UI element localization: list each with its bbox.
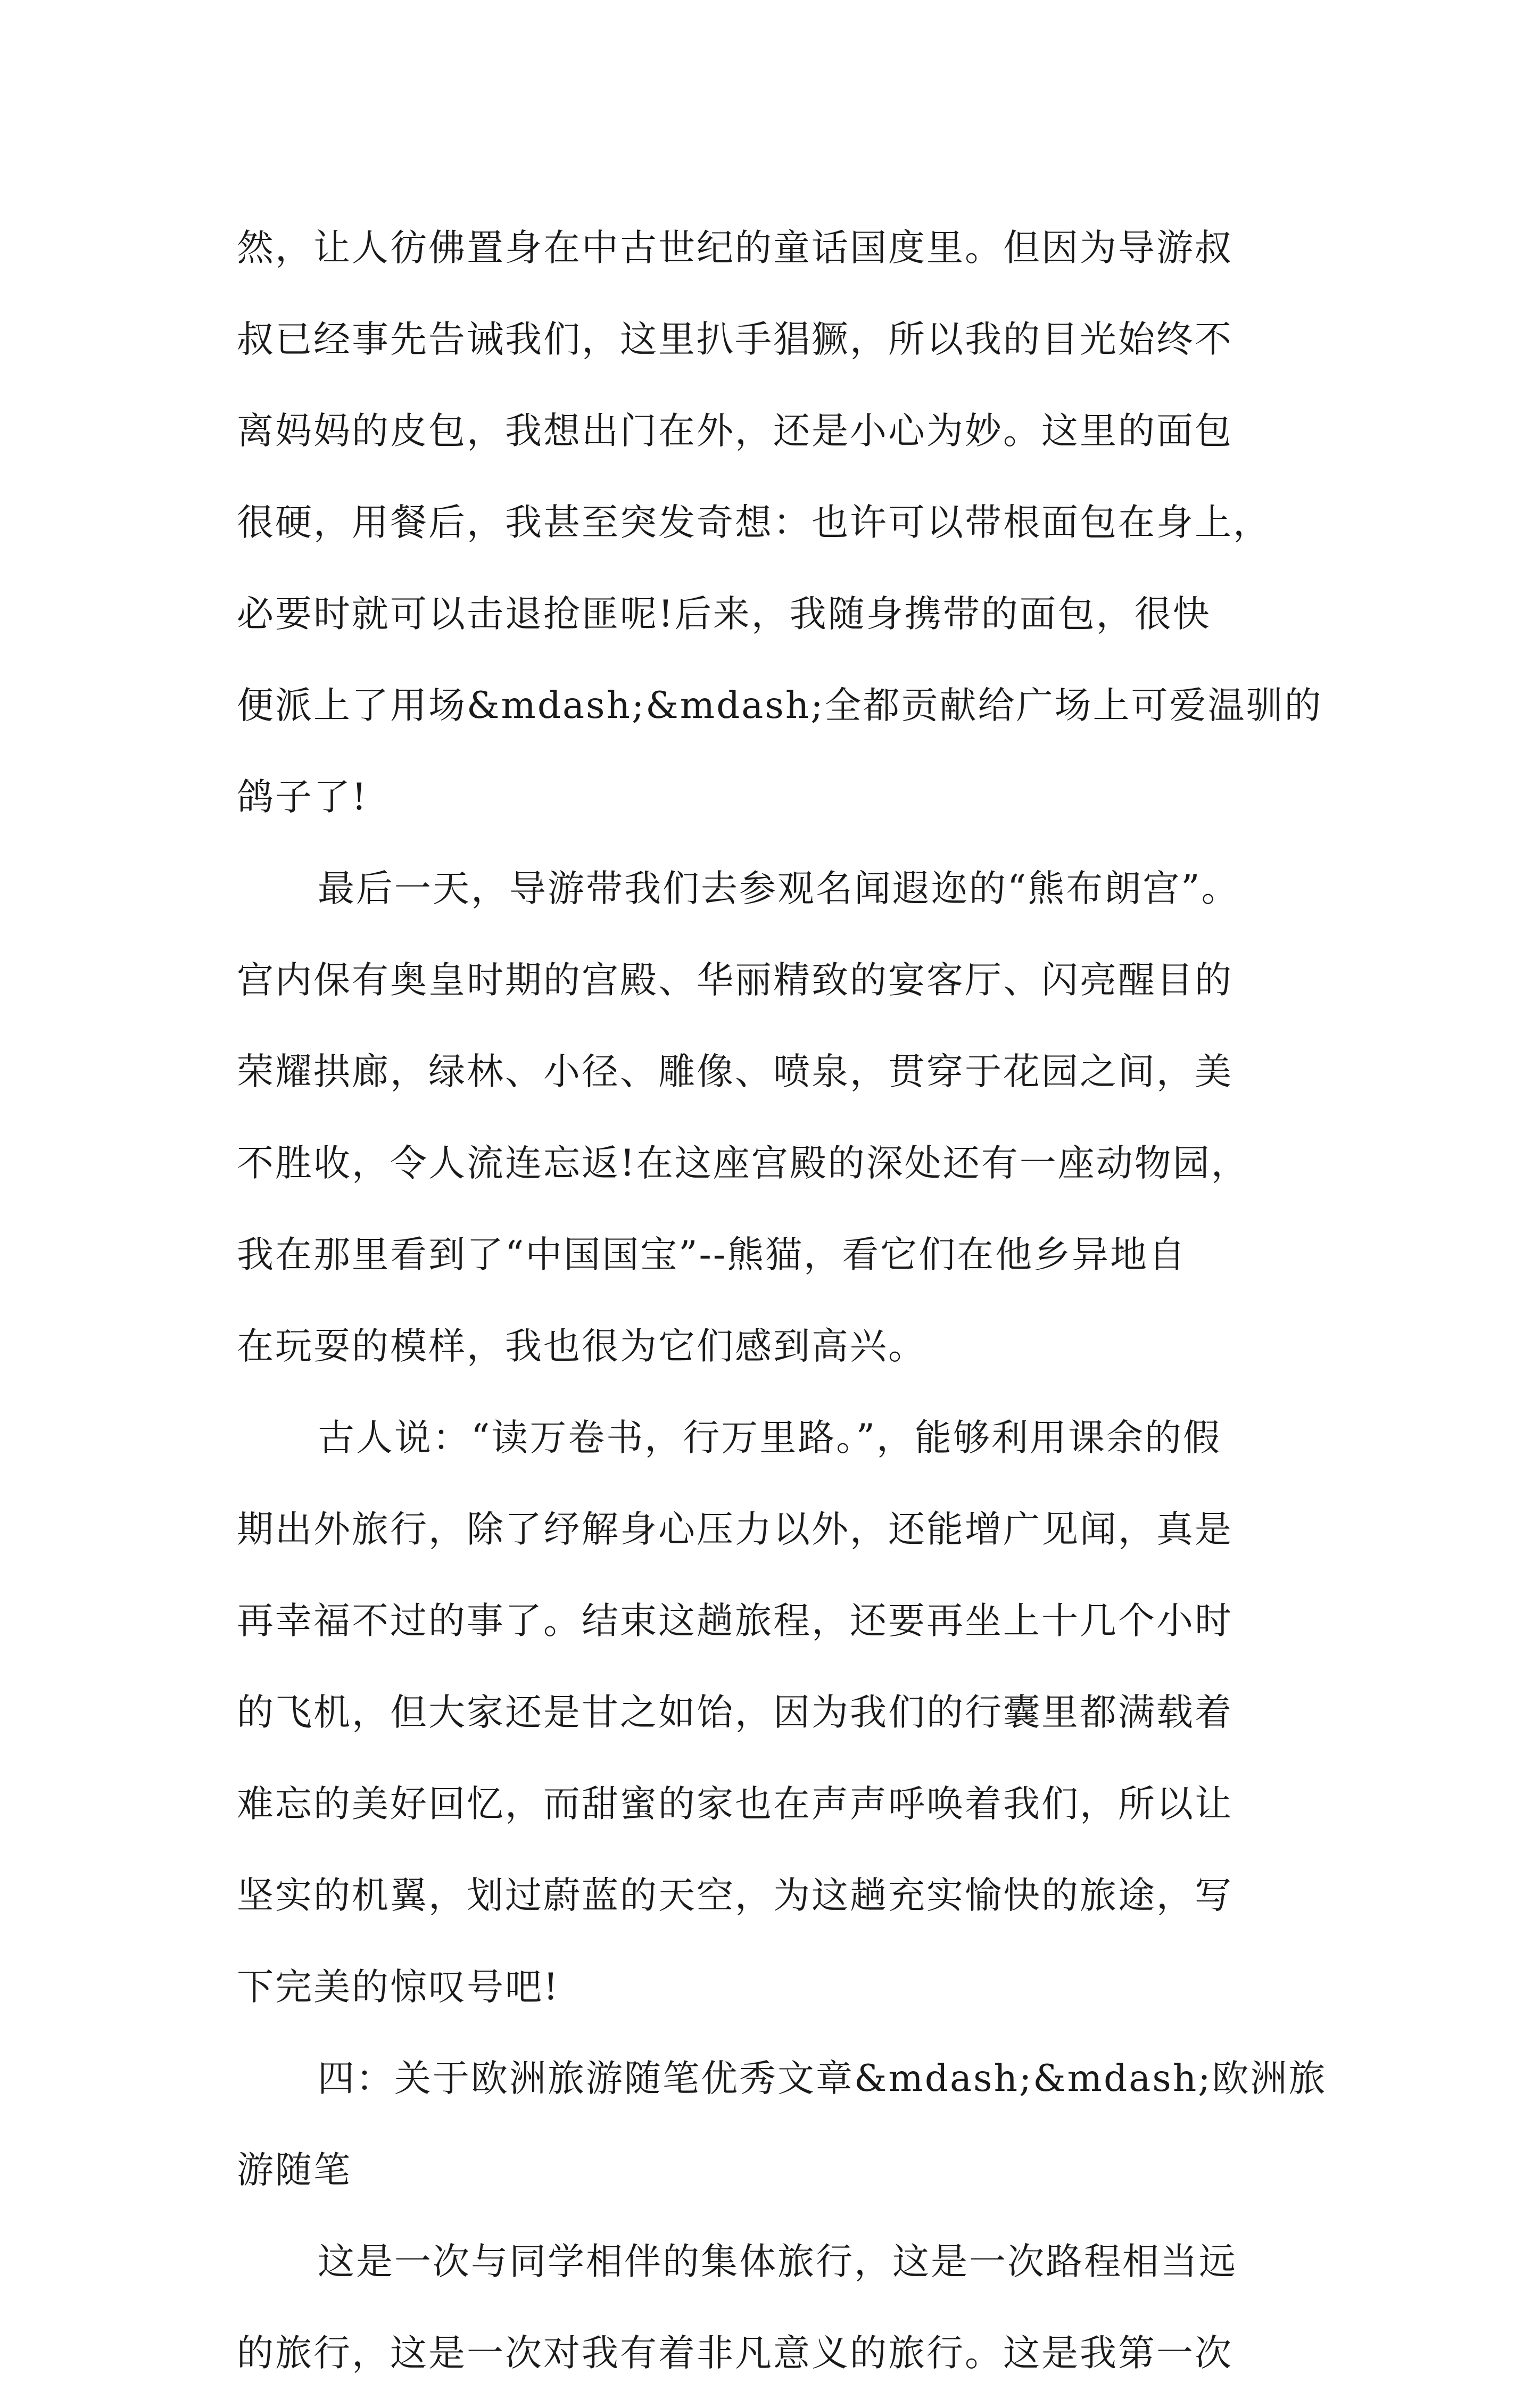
text-line: 再幸福不过的事了。结束这趟旅程，还要再坐上十几个小时: [237, 1600, 1233, 1642]
text-line: 难忘的美好回忆，而甜蜜的家也在声声呼唤着我们，所以让: [237, 1783, 1233, 1825]
text-line: 的飞机，但大家还是甘之如饴，因为我们的行囊里都满载着: [237, 1691, 1233, 1734]
text-line: 古人说：“读万卷书，行万里路。”，能够利用课余的假: [318, 1417, 1222, 1459]
paragraph: [237, 843, 1309, 1392]
paragraph: [237, 202, 1323, 843]
text-line: 叔已经事先告诫我们，这里扒手猖獗，所以我的目光始终不: [237, 318, 1233, 361]
text-line: 四：关于欧洲旅游随笔优秀文章&mdash;&mdash;欧洲旅: [318, 2057, 1327, 2100]
text-line: 这是一次与同学相伴的集体旅行，这是一次路程相当远: [318, 2240, 1237, 2283]
text-line: 期出外旅行，除了纾解身心压力以外，还能增广见闻，真是: [237, 1508, 1233, 1551]
text-line: 坚实的机翼，划过蔚蓝的天空，为这趟充实愉快的旅途，写: [237, 1874, 1233, 1917]
text-line: 下完美的惊叹号吧!: [237, 1966, 560, 2008]
text-line: 在玩耍的模样，我也很为它们感到高兴。: [237, 1325, 926, 1368]
text-line: 鸽子了!: [237, 776, 368, 818]
text-line: 宫内保有奥皇时期的宫殿、华丽精致的宴客厅、闪亮醒目的: [237, 959, 1233, 1002]
section-heading: [237, 2033, 1327, 2216]
text-line: 很硬，用餐后，我甚至突发奇想：也许可以带根面包在身上，: [237, 501, 1271, 544]
text-line: 荣耀拱廊，绿林、小径、雕像、喷泉，贯穿于花园之间，美: [237, 1050, 1233, 1093]
text-line: 不胜收，令人流连忘返!在这座宫殿的深处还有一座动物园，: [237, 1142, 1249, 1185]
text-line: 游随笔: [237, 2149, 352, 2191]
text-line: 便派上了用场&mdash;&mdash;全都贡献给广场上可爱温驯的: [237, 684, 1323, 727]
text-line: 必要时就可以击退抢匪呢!后来，我随身携带的面包，很快: [237, 593, 1211, 635]
paragraph: [237, 1392, 1309, 2033]
text-line: 的旅行，这是一次对我有着非凡意义的旅行。这是我第一次: [237, 2332, 1233, 2375]
paragraph: [237, 2216, 1309, 2399]
text-line: 我在那里看到了“中国国宝”--熊猫，看它们在他乡异地自: [237, 1234, 1187, 1276]
text-line: 最后一天，导游带我们去参观名闻遐迩的“熊布朗宫”。: [318, 867, 1240, 910]
document-body: [237, 202, 1327, 2399]
text-line: 离妈妈的皮包，我想出门在外，还是小心为妙。这里的面包: [237, 410, 1233, 452]
text-line: 然，让人彷佛置身在中古世纪的童话国度里。但因为导游叔: [237, 227, 1233, 269]
